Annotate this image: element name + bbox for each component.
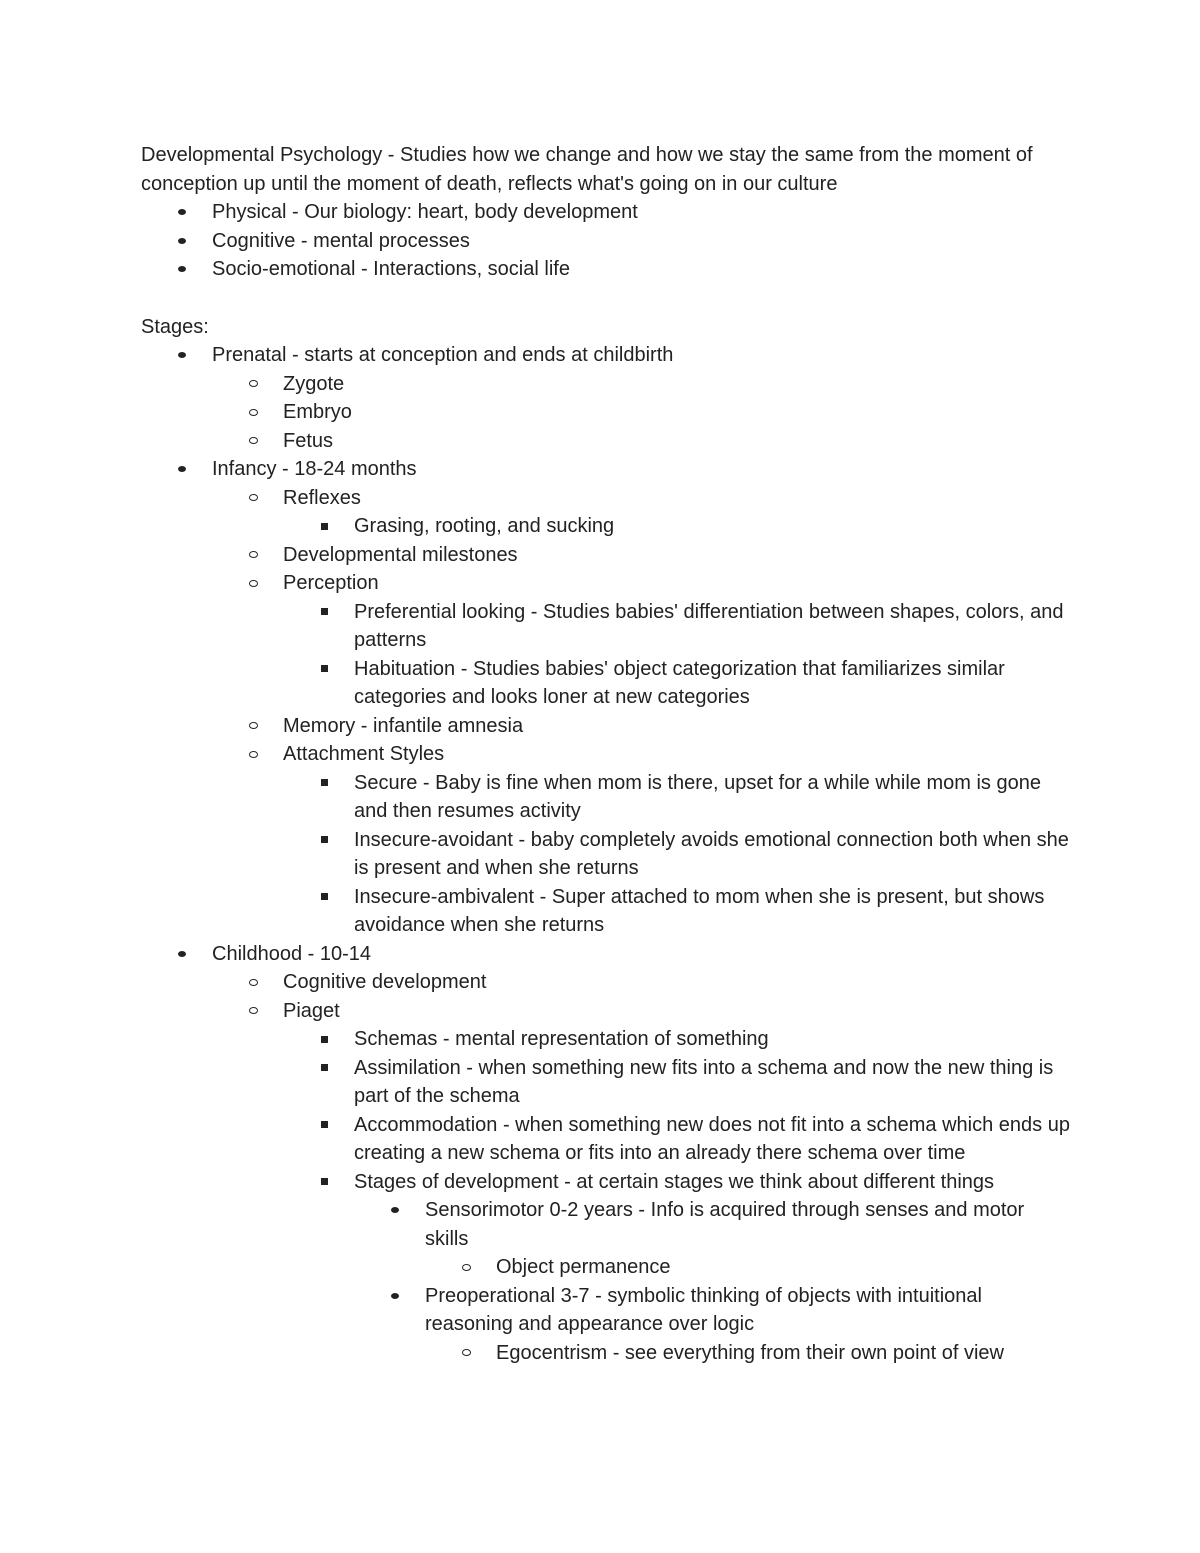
preoperational-sublist	[425, 1339, 1071, 1368]
circle-bullet-icon	[248, 398, 258, 427]
circle-bullet-icon	[248, 541, 258, 570]
perception-sublist	[283, 598, 1071, 712]
square-bullet-icon	[319, 1168, 329, 1197]
circle-bullet-icon	[248, 427, 258, 456]
disc-bullet-icon	[177, 198, 187, 227]
infancy-sublist	[212, 484, 1071, 940]
reflexes-sublist	[283, 512, 1071, 541]
list-item: Secure - Baby is fine when mom is there, upset for a while while mom is gone and then resumes activity	[283, 769, 1071, 826]
square-bullet-icon	[319, 883, 329, 912]
list-item: Memory - infantile amnesia	[212, 712, 1071, 741]
square-bullet-icon	[319, 655, 329, 684]
dev-stages-sublist	[354, 1196, 1071, 1367]
circle-bullet-icon	[248, 997, 258, 1026]
disc-bullet-icon	[177, 255, 187, 284]
list-item: Cognitive development	[212, 968, 1071, 997]
circle-bullet-icon	[248, 968, 258, 997]
disc-bullet-icon	[390, 1196, 400, 1225]
square-bullet-icon	[319, 826, 329, 855]
list-item: Preferential looking - Studies babies' differentiation between shapes, colors, and patterns	[283, 598, 1071, 655]
list-item: Physical - Our biology: heart, body development	[141, 198, 1071, 227]
square-bullet-icon	[319, 769, 329, 798]
stages-heading: Stages:	[141, 315, 209, 338]
list-item: Embryo	[212, 398, 1071, 427]
stage-prenatal: Prenatal - starts at conception and ends at childbirth Zygote Embryo Fetus	[141, 341, 1071, 455]
list-item: Accommodation - when something new does not fit into a schema which ends up creating a new schema or fits into an already there schema over time	[283, 1111, 1071, 1168]
circle-bullet-icon	[248, 484, 258, 513]
list-item: Developmental milestones	[212, 541, 1071, 570]
square-bullet-icon	[319, 512, 329, 541]
disc-bullet-icon	[177, 227, 187, 256]
attachment-sublist	[283, 769, 1071, 940]
list-item: Attachment Styles Secure - Baby is fine when mom is there, upset for a while while mom is gone and then resumes activity Insecure-avoidant - baby completely avoids emotional connection both when she is present and when she returns Insecure-ambivalent - Super attached to mom when she is present, but shows avoidance when she returns	[212, 740, 1071, 940]
square-bullet-icon	[319, 598, 329, 627]
list-item: Insecure-avoidant - baby completely avoids emotional connection both when she is present and when she returns	[283, 826, 1071, 883]
disc-bullet-icon	[390, 1282, 400, 1311]
stage-childhood: Childhood - 10-14 Cognitive development Piaget Schemas - mental representation of something Assimilation - when something new fits into a schema and now the new thing is part of the schema Accommodation - when something new does not fit into a schema which ends up creating a new schema or fits into an already there schema over time Stages of development - at certain stages we think about different things Sensorimotor 0-2 years - Info is acquired through senses and motor skills Object permanence Preoperational 3-7 - symbolic thinking of objects with intuitional reasoning and appearance over logic Egocentrism - see everything from their own point of view	[141, 940, 1071, 1368]
childhood-sublist	[212, 968, 1071, 1367]
list-item: Insecure-ambivalent - Super attached to mom when she is present, but shows avoidance when she returns	[283, 883, 1071, 940]
domains-list	[141, 198, 1071, 284]
intro-paragraph: Developmental Psychology - Studies how we change and how we stay the same from the moment of conception up until the moment of death, reflects what's going on in our culture	[141, 144, 1033, 195]
list-item: Grasing, rooting, and sucking	[283, 512, 1071, 541]
circle-bullet-icon	[248, 712, 258, 741]
blank-line	[141, 284, 1071, 313]
list-item: Fetus	[212, 427, 1071, 456]
list-item: Reflexes Grasing, rooting, and sucking	[212, 484, 1071, 541]
piaget-sublist	[283, 1025, 1071, 1367]
list-item: Preoperational 3-7 - symbolic thinking of objects with intuitional reasoning and appearance over logic Egocentrism - see everything from their own point of view	[354, 1282, 1071, 1368]
document-page	[141, 141, 1071, 1367]
stages-list	[141, 341, 1071, 1367]
circle-bullet-icon	[248, 370, 258, 399]
prenatal-sublist	[212, 370, 1071, 456]
square-bullet-icon	[319, 1111, 329, 1140]
list-item: Object permanence	[425, 1253, 1071, 1282]
disc-bullet-icon	[177, 341, 187, 370]
disc-bullet-icon	[177, 455, 187, 484]
list-item: Egocentrism - see everything from their own point of view	[425, 1339, 1071, 1368]
circle-bullet-icon	[248, 569, 258, 598]
stage-infancy: Infancy - 18-24 months Reflexes Grasing, rooting, and sucking Developmental milestones Perception Preferential looking - Studies babies' differentiation between shapes, colors, and patterns Habituation - Studies babies' object categorization that familiarizes similar categories and looks loner at new categories Memory - infantile amnesia Attachment Styles Secure - Baby is fine when mom is there, upset for a while while mom is gone and then resumes activity Insecure-avoidant - baby completely avoids emotional connection both when she is present and when she returns Insecure-ambivalent - Super attached to mom when she is present, but shows avoidance when she returns	[141, 455, 1071, 940]
list-item: Socio-emotional - Interactions, social life	[141, 255, 1071, 284]
square-bullet-icon	[319, 1025, 329, 1054]
list-item: Stages of development - at certain stages we think about different things Sensorimotor 0-2 years - Info is acquired through senses and motor skills Object permanence Preoperational 3-7 - symbolic thinking of objects with intuitional reasoning and appearance over logic Egocentrism - see everything from their own point of view	[283, 1168, 1071, 1368]
circle-bullet-icon	[461, 1339, 471, 1368]
list-item: Schemas - mental representation of something	[283, 1025, 1071, 1054]
list-item: Cognitive - mental processes	[141, 227, 1071, 256]
list-item: Piaget Schemas - mental representation of something Assimilation - when something new fits into a schema and now the new thing is part of the schema Accommodation - when something new does not fit into a schema which ends up creating a new schema or fits into an already there schema over time Stages of development - at certain stages we think about different things Sensorimotor 0-2 years - Info is acquired through senses and motor skills Object permanence Preoperational 3-7 - symbolic thinking of objects with intuitional reasoning and appearance over logic Egocentrism - see everything from their own point of view	[212, 997, 1071, 1368]
list-item: Habituation - Studies babies' object categorization that familiarizes similar categories and looks loner at new categories	[283, 655, 1071, 712]
square-bullet-icon	[319, 1054, 329, 1083]
disc-bullet-icon	[177, 940, 187, 969]
list-item: Perception Preferential looking - Studies babies' differentiation between shapes, colors, and patterns Habituation - Studies babies' object categorization that familiarizes similar categories and looks loner at new categories	[212, 569, 1071, 712]
sensorimotor-sublist	[425, 1253, 1071, 1282]
list-item: Assimilation - when something new fits into a schema and now the new thing is part of the schema	[283, 1054, 1071, 1111]
list-item: Sensorimotor 0-2 years - Info is acquired through senses and motor skills Object permanence	[354, 1196, 1071, 1282]
list-item: Zygote	[212, 370, 1071, 399]
circle-bullet-icon	[248, 740, 258, 769]
circle-bullet-icon	[461, 1253, 471, 1282]
